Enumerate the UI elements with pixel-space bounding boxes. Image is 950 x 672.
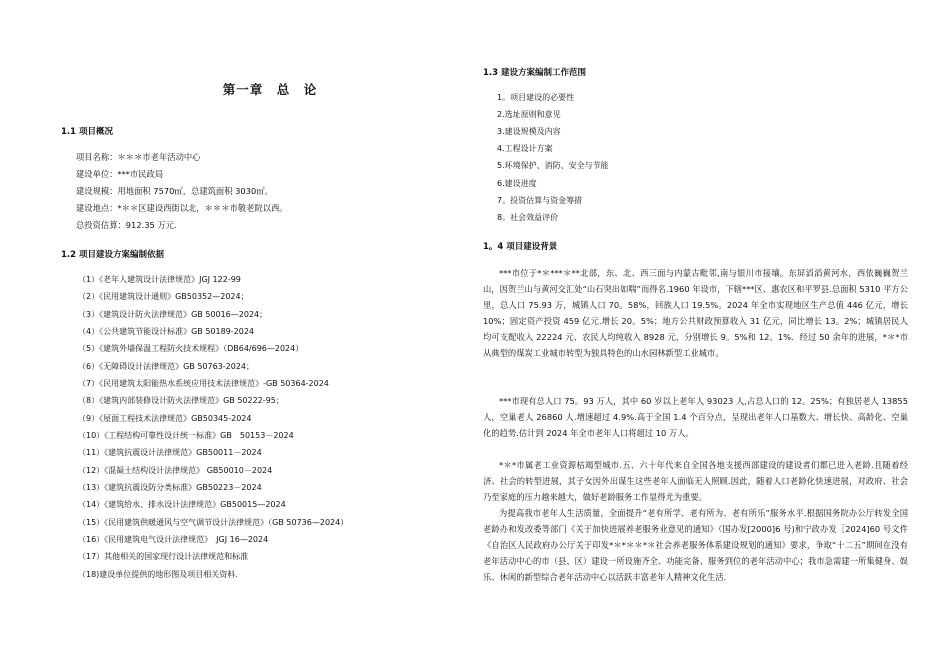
list-item: 7。投资估算与资金筹措 bbox=[497, 196, 583, 205]
list-item: （2）《民用建筑设计通则》GB50352—2024； bbox=[78, 292, 249, 301]
list-item: 6.建设进度 bbox=[497, 179, 537, 188]
list-item: （18)建设单位提供的地形图及项目相关资料. bbox=[78, 569, 238, 579]
background-paragraph-4: 为提高我市老年人生活质量，全面提升“老有所学、老有所为、老有所乐”服务水平.根据国务院办公厅转发全国老龄办和发改委等部门《关于加快进展养老服务业意见的通知》（国办发[2000]6 号)和宁政办发［2024]60 号文件《自治区人民政府办公厅关于印发*＊*＊＊*＊社会养老服务体系建设规划的通知》要求，争取“十二五”期间在没有老年活动中心的市（县、区）建设一所设施齐全、功能完备、服务到位的老年活动中心；我市急需建一所集健身、娱乐、休闲的新型综合老年活动中心以活跃丰富老年人精神文化生活. bbox=[483, 508, 908, 582]
builder-line: 建设单位：***市民政局 bbox=[76, 169, 164, 179]
chapter-title: 第一章 总 论 bbox=[222, 82, 318, 97]
background-paragraph-1: ***市位于*＊***＊**北部，东、北、西三面与内蒙古毗邻,南与银川市接壤。东屏滔滔黄河水，西依巍巍贺兰山，因贺兰山与黄河交汇处“山石突出如喘”而得名.1960 年设市，下辖***区、惠农区和平罗县.总面积 5310 平方公里，总人口 75.93 万，城镇人口 70。58%，回族人口 19.5%。2024 年全市实现地区生产总值 446 亿元，增长 10%；固定资产投资 459 亿元.增长 20。5%；地方公共财政预算收入 31 亿元，同比增长 13。2%；城镇居民人均可支配收入 22224 元、农民人均纯收入 8928 元，分别增长 9。5%和 12。1%．经过 50 余年的进展，*＊*市从典型的煤炭工业城市转型为独具特色的山水园林新型工业城市。 bbox=[483, 268, 908, 358]
list-item: （6）《无障碍设计法律规范》GB 50763-2024； bbox=[78, 361, 255, 371]
list-item: （10）《工程结构可靠性设计统一标准》GB 50153－2024 bbox=[78, 431, 294, 440]
section-heading-1-3: 1.3 建设方案编制工作范围 bbox=[483, 68, 587, 78]
list-item: （13）《建筑抗震设防分类标准》GB50223－2024 bbox=[78, 483, 262, 492]
investment-line: 总投资估算：912.35 万元. bbox=[76, 220, 177, 230]
list-item: （12）《混凝土结构设计法律规范》 GB50010－2024 bbox=[78, 465, 273, 475]
list-item: （5）《建筑外墙保温工程防火技术规程》（DB64/696—2024） bbox=[78, 344, 304, 353]
list-item: 8。社会效益评价 bbox=[497, 213, 559, 222]
list-item: 1。项目建设的必要性 bbox=[497, 93, 575, 102]
list-item: （14）《建筑给水、排水设计法律规范》GB50015—2024 bbox=[78, 500, 286, 509]
list-item: 4.工程设计方案 bbox=[497, 144, 553, 153]
location-line: 建设地点：*＊＊区建设西街以北，＊＊＊市敬老院以西。 bbox=[76, 203, 288, 213]
list-item: （3）《建筑设计防火法律规范》GB 50016—2024； bbox=[78, 309, 268, 319]
background-paragraph-3: *＊*市属老工业资源枯竭型城市.五、六十年代来自全国各地支援西部建设的建设者们都已进入老龄.且随着经济、社会的转型进展，其子女因外出谋生这些老年人面临无人照顾.因此，随着人口老龄化快速进展，对政府、社会乃至家庭的压力越来越大，做好老龄服务工作显得尤为重要。 bbox=[483, 460, 908, 502]
list-item: （16）《民用建筑电气设计法律规范》 JGJ 16—2024 bbox=[78, 535, 269, 544]
section-heading-1-4: 1。4 项目建设背景 bbox=[483, 242, 558, 252]
list-item: （7）《民用建筑太阳能热水系统应用技术法律规范》-GB 50364-2024 bbox=[78, 379, 329, 388]
section-heading-1-2: 1.2 项目建设方案编制依据 bbox=[61, 250, 165, 260]
list-item: 3.建设规模及内容 bbox=[497, 127, 561, 136]
list-item: 5.环境保护、消防、安全与节能 bbox=[497, 161, 609, 170]
background-paragraph-2: ***市现有总人口 75。93 万人，其中 60 岁以上老年人 93023 人,占总人口的 12。25%；有独居老人 13855 人，空巢老人 26860 人.增速超过 4.9%.高于全国 1.4 个百分点，呈现出老年人口基数大、增长快、高龄化、空巢化的趋势.估计到 2024 年全市老年人口将超过 10 万人。 bbox=[483, 396, 908, 438]
scale-line: 建设规模：用地面积 7570㎡，总建筑面积 3030㎡。 bbox=[76, 186, 273, 196]
list-item: （9）《屋面工程技术法律规范》GB50345-2024 bbox=[78, 413, 252, 423]
project-name-line: 项目名称：＊＊＊市老年活动中心 bbox=[76, 152, 201, 162]
list-item: 2.选址原则和意见 bbox=[497, 110, 561, 119]
list-item: （1）《老年人建筑设计法律规范》JGJ 122-99 bbox=[78, 275, 241, 284]
list-item: （15）《民用建筑供暖通风与空气调节设计法律规范》（GB 50736—2024） bbox=[78, 517, 349, 527]
list-item: （4）《公共建筑节能设计标准》GB 50189-2024 bbox=[78, 327, 255, 336]
list-item: （8）《建筑内部装修设计防火法律规范》GB 50222-95； bbox=[78, 396, 284, 405]
section-heading-1-1: 1.1 项目概况 bbox=[61, 127, 114, 137]
list-item: （11）《建筑抗震设计法律规范》GB50011－2024 bbox=[78, 448, 262, 457]
list-item: （17）其他相关的国家现行设计法律规范和标准 bbox=[78, 552, 249, 561]
